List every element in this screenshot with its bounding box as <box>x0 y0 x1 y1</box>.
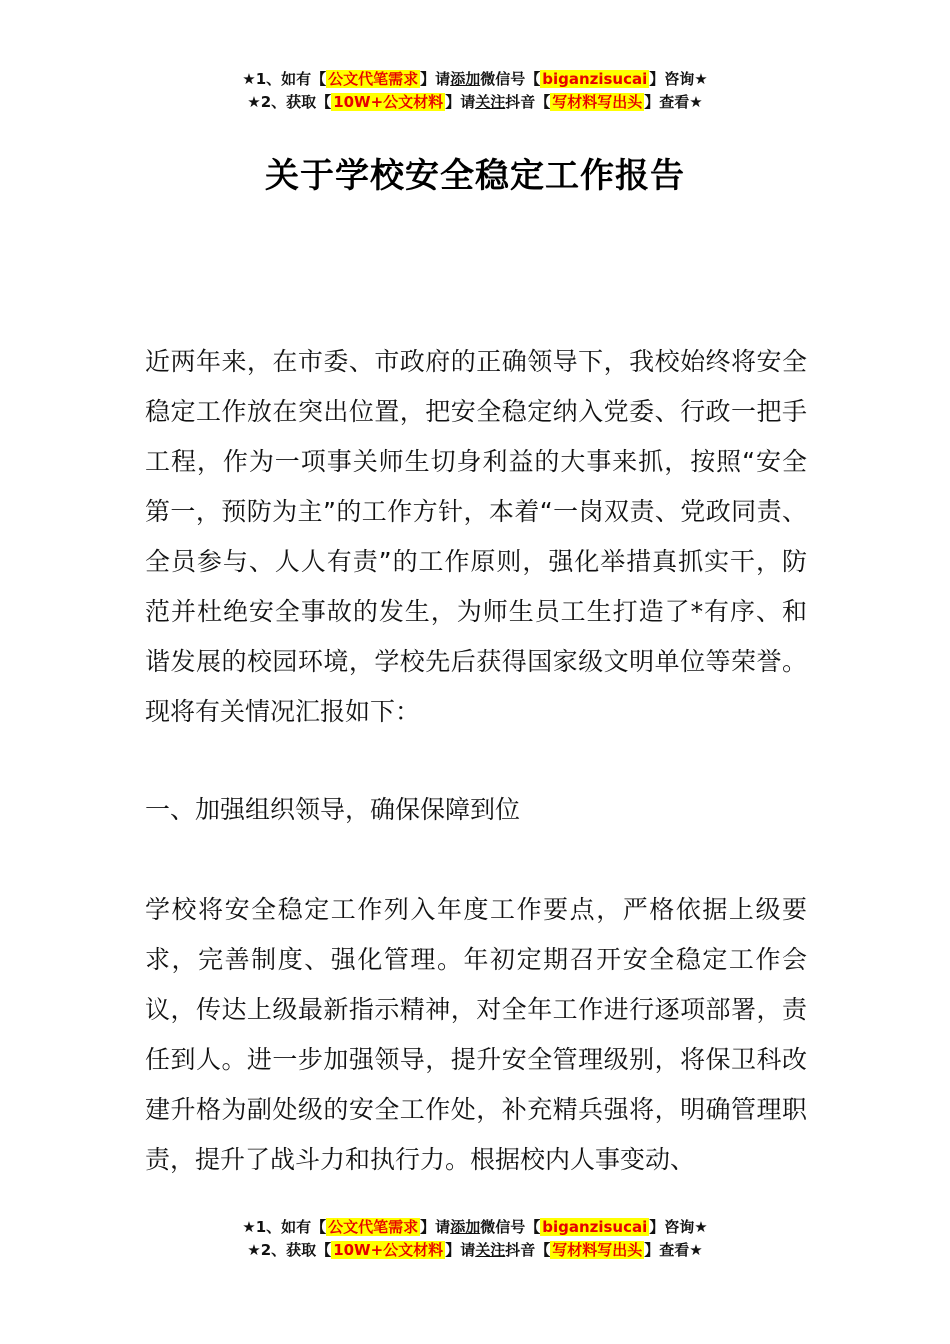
promo-line-1: ★1、如有【 公文代笔需求 】请添加微信号【 biganzisucai 】咨询★ <box>242 1218 708 1236</box>
promo-line-1: ★1、如有【 公文代笔需求 】请添加微信号【 biganzisucai 】咨询★ <box>242 70 708 88</box>
douyin-id: 写材料写出头 <box>552 93 643 111</box>
paragraph-text: 近两年来，在市委、市政府的正确领导下，我校始终将安全稳定工作放在突出位置，把安全稳定纳入党委、行政一把手工程，作为一项事关师生切身利益的大事来抓，按照“安全第一，预防为主”的工作方针，本着“一岗双责、党政同责、全员参与、人人有责”的工作原则，强化举措真抓实干，防范并杜绝安全事故的发生，为师生员工生打造了*有序、和谐发展的校园环境，学校先后获得国家级文明单位等荣誉。现将有关情况汇报如下： <box>145 347 807 726</box>
document-title: 关于学校安全稳定工作报告 <box>265 156 685 196</box>
wechat-id: biganzisucai <box>542 1218 648 1236</box>
promo-highlight: 公文代笔需求 <box>328 1218 419 1236</box>
promo-highlight: 10W+公文材料 <box>333 93 444 111</box>
heading-text: 一、加强组织领导，确保保障到位 <box>145 795 521 824</box>
footer-promo <box>0 1216 950 1262</box>
intro-paragraph <box>145 337 807 737</box>
promo-highlight: 公文代笔需求 <box>328 70 419 88</box>
promo-line-2: ★2、获取【 10W+公文材料 】请关注抖音【 写材料写出头 】查看★ <box>247 1241 703 1259</box>
section-paragraph <box>145 885 807 1185</box>
wechat-id: biganzisucai <box>542 70 648 88</box>
paragraph-text: 学校将安全稳定工作列入年度工作要点，严格依据上级要求，完善制度、强化管理。年初定期召开安全稳定工作会议，传达上级最新指示精神，对全年工作进行逐项部署，责任到人。进一步加强领导，提升安全管理级别，将保卫科改建升格为副处级的安全工作处，补充精兵强将，明确管理职责，提升了战斗力和执行力。根据校内人事变动、 <box>145 895 807 1174</box>
promo-highlight: 10W+公文材料 <box>333 1241 444 1259</box>
section-heading <box>145 785 807 835</box>
header-promo <box>0 68 950 114</box>
promo-line-2: ★2、获取【 10W+公文材料 】请关注抖音【 写材料写出头 】查看★ <box>247 93 703 111</box>
douyin-id: 写材料写出头 <box>552 1241 643 1259</box>
